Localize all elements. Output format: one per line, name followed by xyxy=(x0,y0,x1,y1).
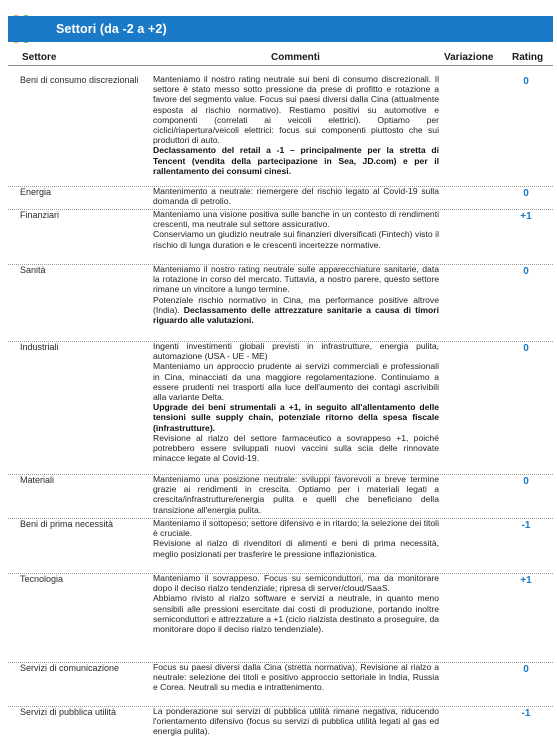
comment-paragraph: Manteniamo un approccio prudente ai servizi commerciali e professionali in Cina, minacciati da una maggiore regolamentazione. Continuiamo a essere prudenti nei trasporti alla luce dell'aumento dei contagi ascrivibili alla variante Delta. xyxy=(153,361,439,403)
sector-comment xyxy=(153,209,439,250)
column-header-comments: Commenti xyxy=(271,52,320,63)
sector-comment xyxy=(153,706,439,737)
rating-value: -1 xyxy=(521,708,531,719)
sector-comment xyxy=(153,518,439,559)
column-header-rating: Rating xyxy=(512,52,544,63)
comment-paragraph: Manteniamo il nostro rating neutrale sui beni di consumo discrezionali. Il settore è stato messo sotto pressione da prese di profitto e rotazione a favore del segmento value. Focus sui paesi diversi dalla Cina (attualmente esposta al rischio normativo). Restiamo positivi su automotive e componenti (correlati ai veicoli elettrici). Optiamo per ciclici/riapertura/veicoli elettrici: focus sui componenti piuttosto che sui produttori di auto. xyxy=(153,74,439,146)
sector-name: Servizi di comunicazione xyxy=(20,663,120,673)
comment-paragraph: La ponderazione sui servizi di pubblica utilità rimane negativa, riducendo l'orientamento difensivo (focus su servizi di pubblica utilità legati al gas ed energia pulita). xyxy=(153,706,439,737)
header-divider xyxy=(8,65,553,66)
comment-paragraph: Manteniamo una visione positiva sulle banche in un contesto di rendimenti crescenti, ma neutrale sul settore assicurativo. xyxy=(153,209,439,230)
rating-value: 0 xyxy=(523,188,529,199)
comment-bold: Declassamento del retail a -1 – principalmente per la stretta di Tencent (vendita della partecipazione in Sea, JD.com) e per il rallentamento dei consumi cinesi. xyxy=(153,145,439,176)
sector-comment xyxy=(153,474,439,515)
sector-comment xyxy=(153,341,439,463)
comment-paragraph: Mantenimento a neutrale: riemergere del rischio legato al Covid-19 sulla domanda di petrolio. xyxy=(153,186,439,207)
sector-name: Servizi di pubblica utilità xyxy=(20,707,117,717)
sector-name: Industriali xyxy=(20,342,59,352)
column-header-sector: Settore xyxy=(22,52,57,63)
section-header xyxy=(8,16,553,42)
rating-value: +1 xyxy=(520,211,532,222)
sector-name: Energia xyxy=(20,187,52,197)
rating-value: -1 xyxy=(521,520,531,531)
rating-value: 0 xyxy=(523,76,529,87)
comment-paragraph: Manteniamo il sottopeso; settore difensivo e in ritardo; la selezione dei titoli è cruciale. xyxy=(153,518,439,539)
sector-name: Materiali xyxy=(20,475,55,485)
section-title: Settori (da -2 a +2) xyxy=(56,22,167,36)
comment-paragraph: Potenziale rischio normativo in Cina, ma performance positive altrove (India). Declassamento delle attrezzature sanitarie a causa di timori riguardo alle valutazioni. xyxy=(153,294,439,326)
rating-value: 0 xyxy=(523,266,529,277)
sector-name: Finanziari xyxy=(20,210,60,220)
comment-paragraph: Abbiamo rivisto al rialzo software e servizi a neutrale, in quanto meno sensibili alle pressioni esercitate dai costi di produzione, portando inoltre semiconduttori e attrezzature a +1 (ciclo rialzista destinato a proseguire, da monitorare dopo il deciso rialzo tendenziale). xyxy=(153,593,439,635)
rating-value: 0 xyxy=(523,476,529,487)
comment-paragraph: Manteniamo il sovrappeso. Focus su semiconduttori, ma da monitorare dopo il deciso rialzo tendenziale; ripresa di server/cloud/SaaS. xyxy=(153,573,439,594)
sector-name: Beni di consumo discrezionali xyxy=(20,75,139,85)
sector-comment xyxy=(153,74,439,176)
comment-paragraph: Conserviamo un giudizio neutrale sui finanzieri diversificati (Fintech) visto il rischio di lunga duration e le crescenti incertezze normative. xyxy=(153,229,439,250)
rating-value: +1 xyxy=(520,575,532,586)
table-header xyxy=(8,50,553,66)
sector-name: Tecnologia xyxy=(20,574,64,584)
sector-name: Sanità xyxy=(20,265,46,275)
column-header-change: Variazione xyxy=(444,52,494,63)
sector-name: Beni di prima necessità xyxy=(20,519,114,529)
sector-comment xyxy=(153,573,439,634)
comment-paragraph: Manteniamo il nostro rating neutrale sulle apparecchiature sanitarie, data la rotazione in corso del mercato. Tuttavia, a nostro parere, questo settore rimane un vincitore a lungo termine. xyxy=(153,264,439,295)
comment-paragraph: Revisione al rialzo di rivenditori di alimenti e beni di prima necessità, meglio posizionati per trasferire le pressione inflazionistica. xyxy=(153,538,439,559)
rating-value: 0 xyxy=(523,343,529,354)
comment-paragraph: Manteniamo una posizione neutrale: sviluppi favorevoli a breve termine grazie ai rendimenti in crescita. Optiamo per i materiali legati a crescita/infrastrutture/energia pulita e quelli che beneficiano della transizione all'energia pulita. xyxy=(153,474,439,515)
sector-comment xyxy=(153,264,439,325)
sector-comment xyxy=(153,662,439,693)
rating-value: 0 xyxy=(523,664,529,675)
comment-paragraph: Revisione al rialzo del settore farmaceutico a sovrappeso +1, poiché potrebbero essere sviluppati nuovi vaccini sulla scia delle rinnovate minacce legate al Covid-19. xyxy=(153,432,439,464)
comment-paragraph: Ingenti investimenti globali previsti in infrastrutture, energia pulita, automazione (USA - UE - ME) xyxy=(153,341,439,362)
comment-bold: Upgrade dei beni strumentali a +1, in seguito all'allentamento delle tensioni sulle supply chain, potenziale ritorno della spesa fiscale (infrastrutture). xyxy=(153,402,439,433)
sector-comment xyxy=(153,186,439,206)
comment-paragraph: Focus su paesi diversi dalla Cina (stretta normativa). Revisione al rialzo a neutrale: selezione dei titoli e positivo approccio settoriale in India, Russia e Corea. Neutrali su media e intrattenimento. xyxy=(153,662,439,693)
